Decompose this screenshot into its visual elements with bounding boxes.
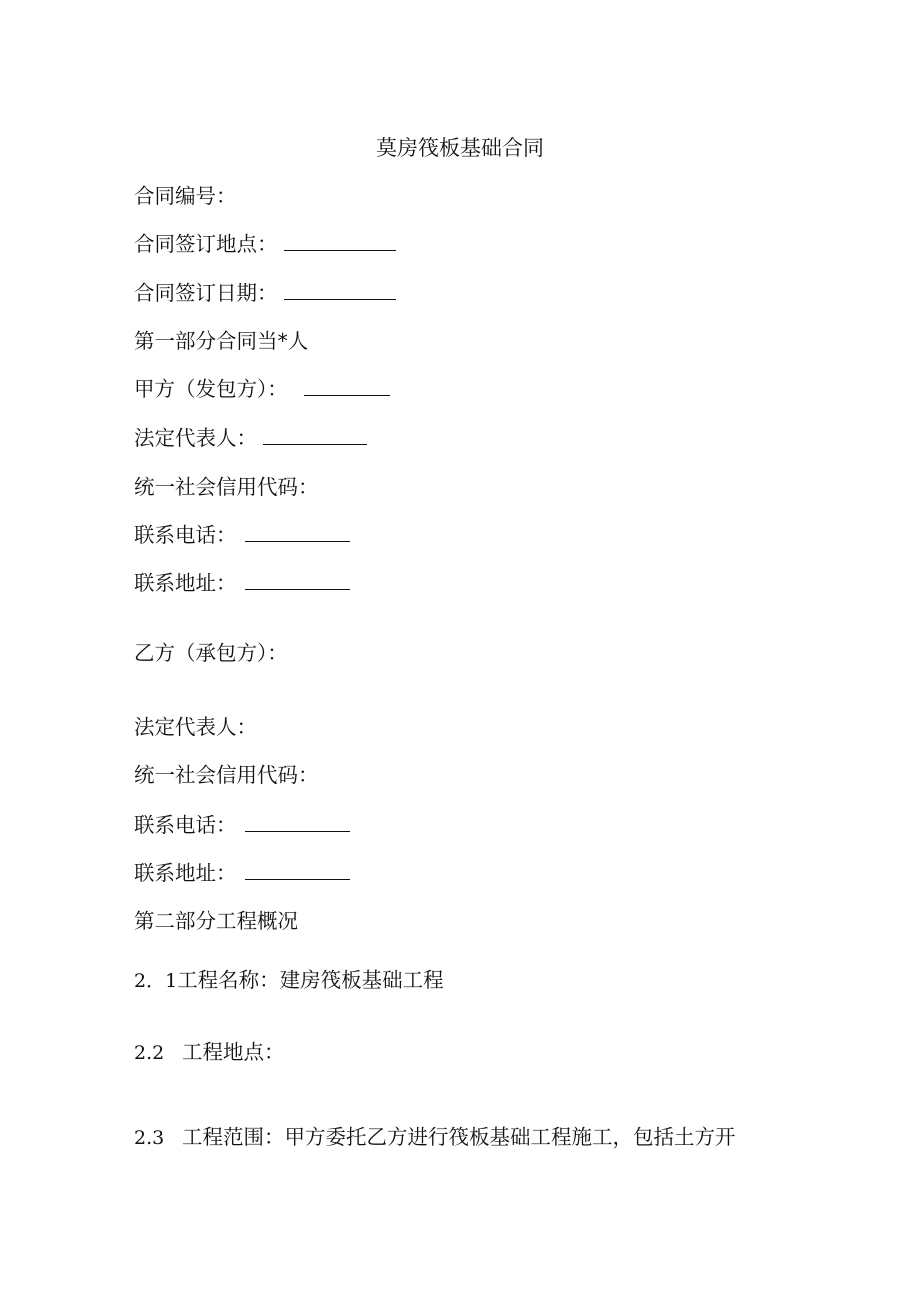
b-credit-code-label: 统一社会信用代码： (134, 763, 319, 787)
contract-number-line (134, 181, 237, 211)
sign-place-label: 合同签订地点： (134, 232, 278, 256)
section-2-3 (134, 1122, 736, 1153)
part-two-label: 第二部分工程概况 (134, 909, 298, 933)
a-legal-rep-line (134, 423, 367, 453)
a-phone-label: 联系电话： (134, 523, 237, 547)
section-2-3-text: 工程范围：甲方委托乙方进行筏板基础工程施工，包括土方开 (182, 1125, 736, 1149)
b-address-label: 联系地址： (134, 861, 237, 885)
sign-date-blank (284, 279, 396, 300)
a-address-line (134, 568, 350, 598)
a-credit-code-line (134, 472, 319, 502)
a-address-label: 联系地址： (134, 571, 237, 595)
a-phone-line (134, 520, 350, 550)
b-address-blank (245, 859, 350, 880)
party-b-label: 乙方（承包方）： (134, 641, 288, 665)
section-2-2 (134, 1037, 285, 1068)
party-b-line (134, 638, 288, 668)
b-phone-line (134, 810, 350, 840)
b-address-line (134, 858, 350, 888)
b-legal-rep-line (134, 712, 257, 742)
b-phone-label: 联系电话： (134, 813, 237, 837)
section-2-3-number: 2.3 (134, 1127, 165, 1149)
a-legal-rep-blank (263, 424, 367, 445)
party-a-line (134, 374, 390, 404)
b-legal-rep-label: 法定代表人： (134, 715, 257, 739)
document-title: 莫房筏板基础合同 (376, 136, 544, 160)
part-one-label: 第一部分合同当*人 (134, 329, 309, 353)
b-phone-blank (245, 811, 350, 832)
section-2-2-text: 工程地点： (182, 1040, 285, 1064)
sign-place-line (134, 229, 396, 259)
party-a-label: 甲方（发包方）： (134, 377, 288, 401)
section-2-1-text: 工程名称：建房筏板基础工程 (177, 968, 444, 992)
section-2-1-number: 2．1 (134, 970, 178, 992)
section-2-2-number: 2.2 (134, 1042, 165, 1064)
party-a-blank (304, 375, 390, 396)
a-credit-code-label: 统一社会信用代码： (134, 475, 319, 499)
part-one-heading (134, 326, 308, 356)
a-address-blank (245, 569, 350, 590)
sign-date-line (134, 278, 396, 308)
a-phone-blank (245, 521, 350, 542)
contract-number-label: 合同编号： (134, 184, 237, 208)
sign-place-blank (284, 230, 396, 251)
sign-date-label: 合同签订日期： (134, 281, 278, 305)
part-two-heading (134, 906, 298, 936)
b-credit-code-line (134, 760, 319, 790)
section-2-1 (134, 965, 444, 996)
a-legal-rep-label: 法定代表人： (134, 426, 257, 450)
